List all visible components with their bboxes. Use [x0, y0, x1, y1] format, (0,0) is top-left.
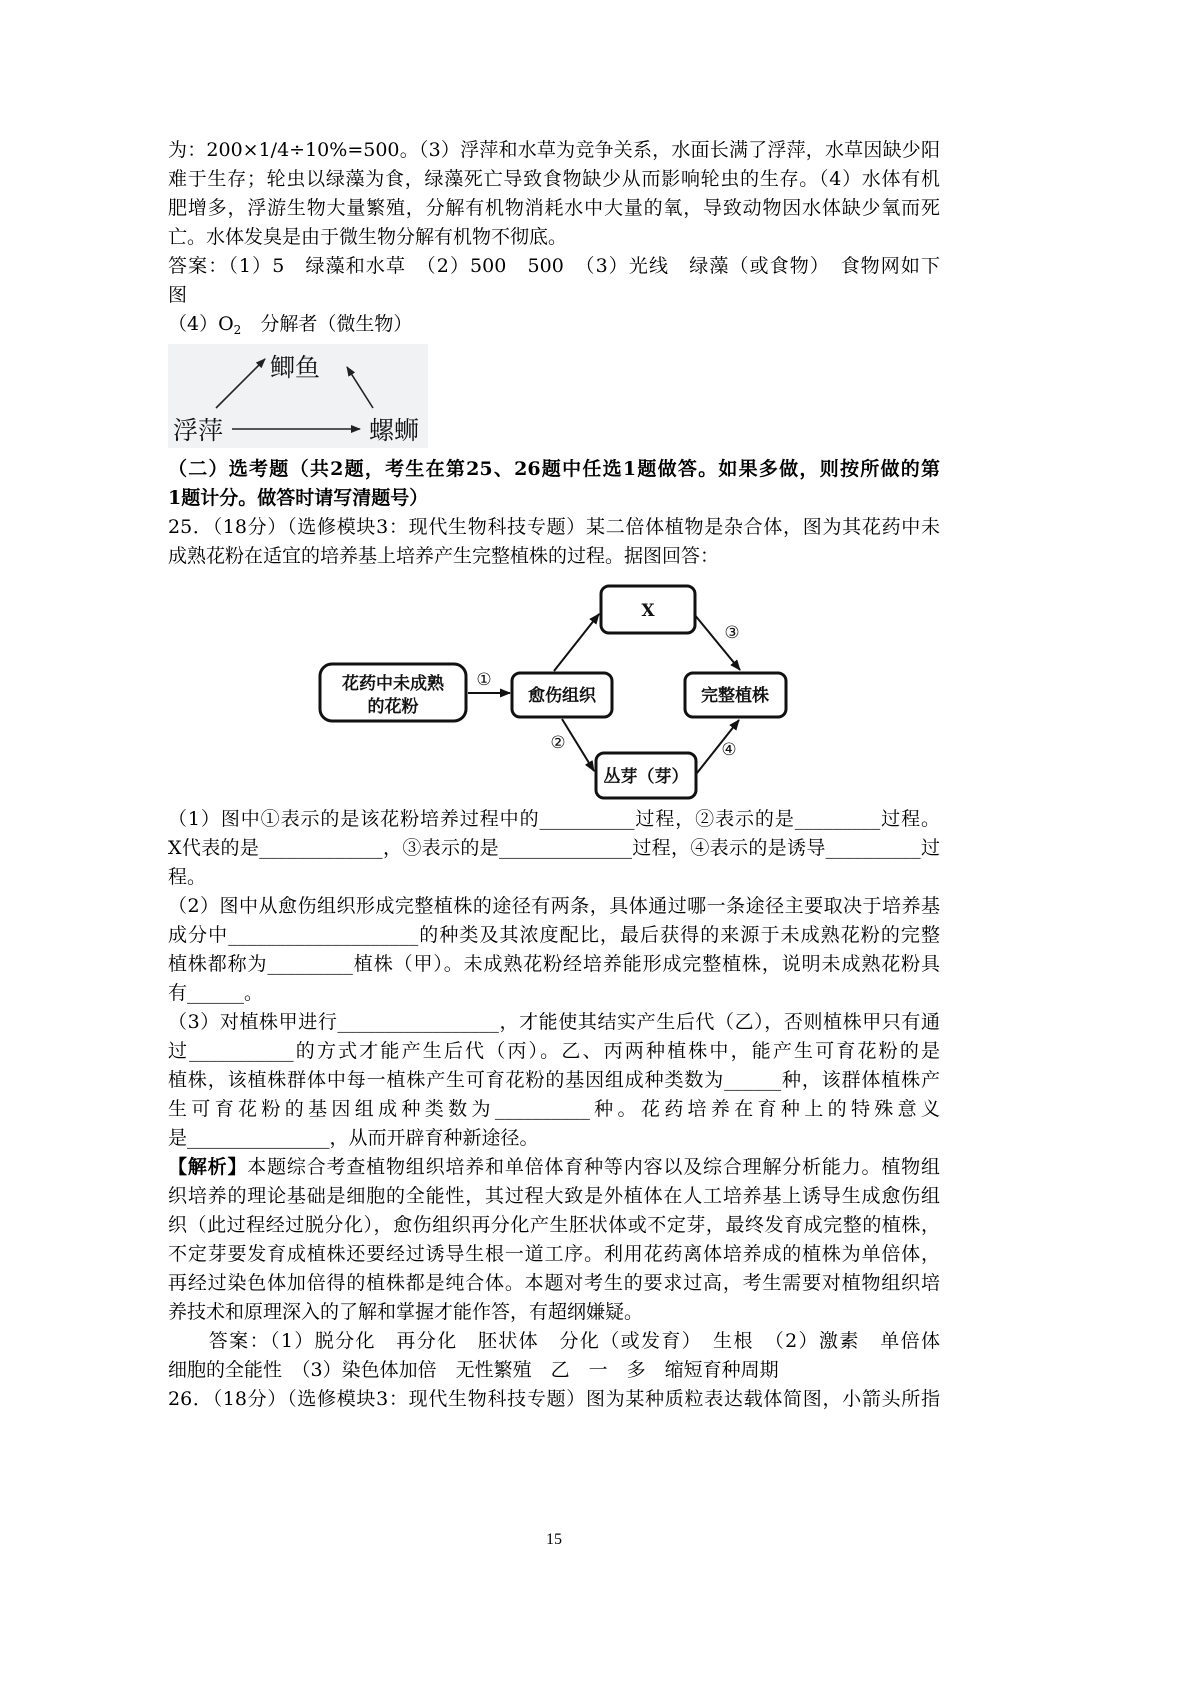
sub-question-line: X代表的是_____________，③表示的是______________过程，④表示的是诱导__________过 [168, 837, 940, 859]
analysis-label: 【解析】 [168, 1156, 248, 1178]
answer-line: 细胞的全能性 （3）染色体加倍 无性繁殖 乙 一 多 缩短育种周期 [168, 1359, 779, 1381]
analysis-line [168, 1153, 940, 1182]
complete-plant-label: 完整植株 [701, 686, 769, 706]
answer-4-prefix: （4）O [168, 313, 234, 335]
sub-question-line: 有______。 [168, 982, 264, 1004]
pollen-label-line2: 的花粉 [367, 697, 419, 717]
explanation-line: 为：200×1/4÷10%=500。（3）浮萍和水草为竞争关系，水面长满了浮萍，水草因缺少阳 [168, 139, 940, 161]
food-web-node-left: 浮萍 [172, 416, 224, 445]
analysis-line: 再经过染色体加倍得的植株都是纯合体。本题对考生的要求过高，考生需要对植物组织培 [168, 1272, 940, 1294]
explanation-line: 难于生存；轮虫以绿藻为食，绿藻死亡导致食物缺少从而影响轮虫的生存。（4）水体有机 [168, 168, 940, 190]
answer-line: 图 [168, 284, 188, 306]
step-2-label: ② [550, 733, 566, 753]
pollen-label-line1: 花药中未成熟 [342, 674, 444, 694]
step-3-label: ③ [724, 623, 740, 643]
sub-question-line: （1）图中①表示的是该花粉培养过程中的__________过程，②表示的是_________过程。 [168, 808, 940, 830]
food-web-node-right: 螺蛳 [368, 416, 420, 445]
food-web-figure [168, 339, 940, 455]
sub-question-line: 生可育花粉的基因组成种类数为__________种。花药培养在育种上的特殊意义 [168, 1098, 940, 1120]
sub-question-line: 是_______________，从而开辟育种新途径。 [168, 1127, 539, 1149]
analysis-line: 织培养的理论基础是细胞的全能性，其过程大致是外植体在人工培养基上诱导生成愈伤组 [168, 1185, 940, 1207]
sub-question-line: （2）图中从愈伤组织形成完整植株的途径有两条，具体通过哪一条途径主要取决于培养基 [168, 895, 940, 917]
arrow-callus-to-bud [562, 719, 594, 771]
culture-process-diagram [316, 581, 792, 803]
sub-question-line: （3）对植株甲进行_________________，才能使其结实产生后代（乙），否则植株甲只有通 [168, 1011, 940, 1033]
page-number: 15 [546, 1531, 562, 1548]
arrow-callus-to-x [554, 614, 599, 671]
analysis-text: 本题综合考查植物组织培养和单倍体育种等内容以及综合理解分析能力。植物组 [247, 1156, 940, 1178]
page-content [168, 136, 940, 1414]
oxygen-subscript: 2 [233, 323, 242, 337]
section-heading: 1题计分。做答时请写清题号） [168, 487, 429, 509]
answer-line: 答案：（1）脱分化 再分化 胚状体 分化（或发育） 生根 （2）激素 单倍体 [168, 1330, 940, 1352]
explanation-line: 亡。水体发臭是由于微生物分解有机物不彻底。 [168, 226, 568, 248]
food-web-node-top: 鲫鱼 [269, 353, 321, 382]
food-web-svg [168, 344, 428, 448]
question-25-stem: 25．（18分）（选修模块3：现代生物科技专题）某二倍体植物是杂合体，图为其花药中未 [168, 516, 940, 538]
explanation-line: 肥增多，浮游生物大量繁殖，分解有机物消耗水中大量的氧，导致动物因水体缺少氧而死 [168, 197, 940, 219]
x-label: X [641, 601, 655, 621]
sub-question-line: 程。 [168, 866, 207, 888]
question-26-stem: 26．（18分）（选修模块3：现代生物科技专题）图为某种质粒表达载体简图，小箭头所指 [168, 1388, 940, 1410]
answer-4-rest: 分解者（微生物） [241, 313, 413, 335]
culture-process-figure [168, 571, 940, 805]
step-1-label: ① [476, 670, 492, 690]
answer-line-4 [168, 310, 940, 339]
sub-question-line: 成分中____________________的种类及其浓度配比，最后获得的来源于未成熟花粉的完整 [168, 924, 940, 946]
step-4-label: ④ [721, 740, 737, 760]
sub-question-line: 过___________的方式才能产生后代（丙）。乙、丙两种植株中，能产生可育花粉的是 [168, 1040, 940, 1062]
sub-question-line: 植株，该植株群体中每一植株产生可育花粉的基因组成种类数为______种，该群体植株产 [168, 1069, 940, 1091]
sub-question-line: 植株都称为_________植株（甲）。未成熟花粉经培养能形成完整植株，说明未成熟花粉具 [168, 953, 940, 975]
analysis-line: 养技术和原理深入的了解和掌握才能作答，有超纲嫌疑。 [168, 1301, 644, 1323]
callus-label: 愈伤组织 [528, 686, 596, 706]
analysis-line: 不定芽要发育成植株还要经过诱导生根一道工序。利用花药离体培养成的植株为单倍体， [168, 1243, 940, 1265]
analysis-line: 织（此过程经过脱分化），愈伤组织再分化产生胚状体或不定芽，最终发育成完整的植株， [168, 1214, 940, 1236]
answer-line: 答案：（1）5 绿藻和水草 （2）500 500 （3）光线 绿藻（或食物） 食物网如下 [168, 255, 940, 277]
question-25-stem: 成熟花粉在适宜的培养基上培养产生完整植株的过程。据图回答： [168, 545, 720, 567]
section-heading: （二）选考题（共2题，考生在第25、26题中任选1题做答。如果多做，则按所做的第 [168, 458, 940, 480]
bud-label: 丛芽（芽） [603, 767, 689, 787]
